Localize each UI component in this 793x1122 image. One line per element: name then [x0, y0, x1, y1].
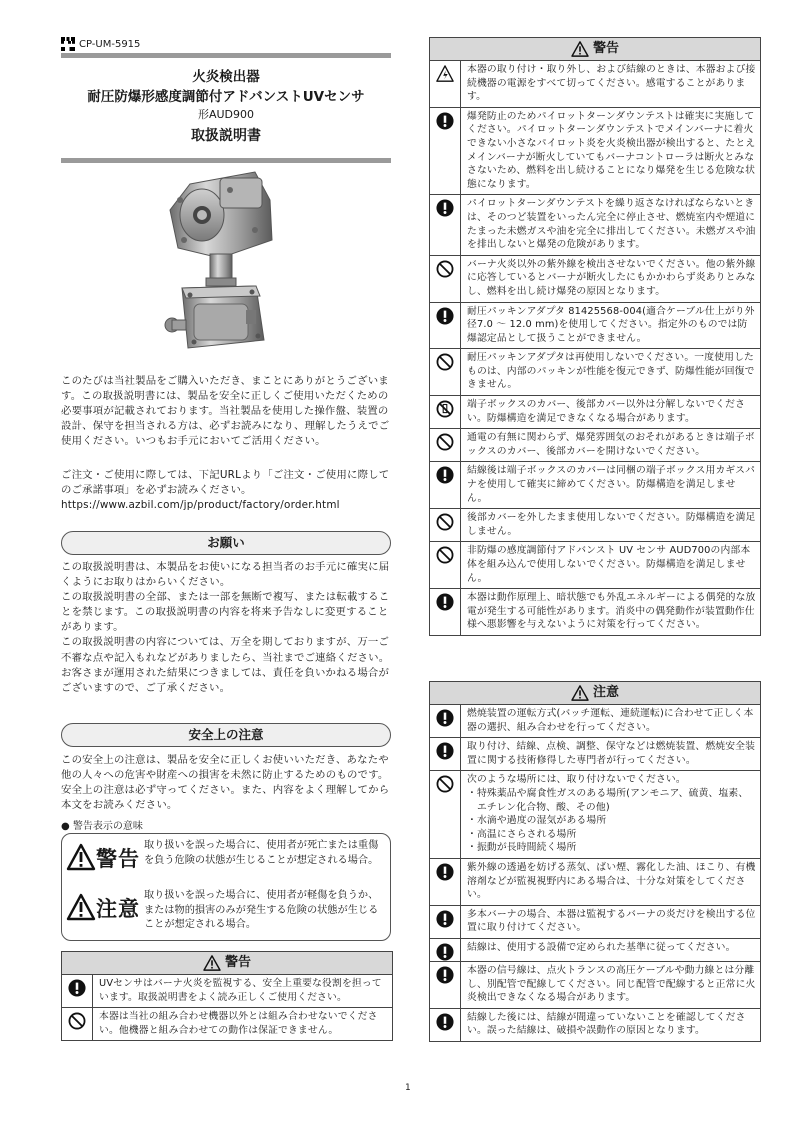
- table-heading-text: 警告: [592, 41, 619, 56]
- notice-text: 次のような場所には、取り付けないでください。: [467, 774, 686, 786]
- list-bullet-icon: ・: [467, 815, 477, 827]
- notice-text-cell: [461, 859, 760, 905]
- table-heading: [430, 38, 760, 61]
- prohibited-icon: [430, 349, 461, 395]
- alert-triangle-icon: [203, 955, 221, 971]
- prohibited-icon: [430, 542, 461, 588]
- notice-text: 後部カバーを外したまま使用しないでください。防爆構造を満足しません。: [467, 512, 756, 537]
- legend-caution: [66, 889, 384, 933]
- notice-text-cell: [461, 906, 760, 938]
- warning-triangle-icon: [66, 843, 96, 871]
- notice-list-text: 特殊薬品や腐食性ガスのある場所(アンモニア、硫黄、塩素、エチレン化合物、酸、その他): [476, 787, 749, 813]
- mandatory-action-icon: [430, 906, 461, 938]
- mandatory-action-icon: [430, 462, 461, 508]
- notice-text: UVセンサはバーナ火炎を監視する、安全上重要な役割を担っています。取扱説明書をよく読み正しくご使用ください。: [99, 978, 382, 1003]
- qr-code-icon: [61, 37, 75, 51]
- notice-row: [430, 108, 760, 196]
- notice-text-cell: [461, 61, 760, 107]
- title-block: [61, 67, 391, 147]
- notice-row: [430, 1009, 760, 1041]
- notice-row: [430, 705, 760, 738]
- notice-text: 結線した後には、結線が間違っていないことを確認してください。誤った結線は、破損や誤動作の原因となります。: [467, 1011, 746, 1037]
- order-notice: ご注文・ご使用に際しては、下記URLより「ご注文・ご使用に際してのご承諾事項」を必ずお読みください。: [61, 469, 390, 497]
- notice-row: [430, 589, 760, 635]
- legend-title-text: 警告表示の意味: [72, 821, 143, 832]
- notice-text-cell: [93, 975, 392, 1007]
- notice-text: 端子ボックスのカバー、後部カバー以外は分解しないでください。防爆構造を満足できなくなる場合があります。: [467, 399, 746, 424]
- notice-text: 通電の有無に関わらず、爆発雰囲気のおそれがあるときは端子ボックスのカバー、後部カバーを開けないでください。: [467, 432, 755, 457]
- notice-text: パイロットターンダウンテストを繰り返さなければならないときは、そのつど装置をいったん完全に停止させ、燃焼室内や煙道にたまった未燃ガスや油を完全に排出してください。未燃ガスや油を排出しないと爆発の危険があります。: [467, 198, 756, 251]
- notice-text-cell: [461, 542, 760, 588]
- notice-row: [62, 1008, 392, 1040]
- bullet-icon: ●: [61, 821, 70, 832]
- table-heading-text: 注意: [592, 685, 619, 700]
- table-heading: [62, 952, 392, 975]
- safety-heading: 安全上の注意: [61, 723, 391, 747]
- notice-text-cell: [461, 256, 760, 302]
- caution-triangle-icon: [66, 893, 96, 921]
- notice-text-cell: [461, 396, 760, 428]
- document-id: [61, 37, 140, 51]
- prohibited-icon: [430, 429, 461, 461]
- notice-text-cell: [461, 705, 760, 737]
- notice-text-cell: [461, 771, 760, 858]
- prohibited-icon: [430, 256, 461, 302]
- notice-list-item: [467, 814, 756, 828]
- order-url-link[interactable]: https://www.azbil.com/jp/product/factory/order.html: [61, 499, 340, 511]
- request-line: お客さまが運用された結果につきましては、責任を負いかねる場合がございますので、ご了承ください。: [61, 666, 390, 694]
- mandatory-action-icon: [430, 108, 461, 195]
- notice-row: [430, 396, 760, 429]
- notice-row: [430, 962, 760, 1009]
- safety-text: この安全上の注意は、製品を安全に正しくお使いいただき、あなたや他の人々への危害や財産への損害を未然に防止するためのものです。安全上の注意は必ず守ってください。また、内容をよく理解してから本文をお読みください。: [61, 754, 390, 812]
- request-line: この取扱説明書は、本製品をお使いになる担当者のお手元に確実に届くようにお取りはからいください。: [61, 561, 390, 589]
- notice-row: [430, 509, 760, 542]
- manual-title: 取扱説明書: [191, 128, 261, 144]
- notice-text-cell: [461, 589, 760, 635]
- notice-row: [430, 61, 760, 108]
- notice-text: 本器の信号線は、点火トランスの高圧ケーブルや動力線とは分離し、別配管で配線してください。同じ配管で配線すると正常に火炎検出できなくなる場合があります。: [467, 964, 756, 1004]
- notice-text-cell: [461, 303, 760, 349]
- request-heading: お願い: [61, 531, 391, 555]
- document-id-text: CP-UM-5915: [79, 38, 141, 50]
- notice-row: [430, 349, 760, 396]
- mandatory-action-icon: [430, 705, 461, 737]
- mandatory-action-icon: [430, 939, 461, 961]
- notice-list-item: [467, 841, 756, 855]
- notice-row: [430, 195, 760, 255]
- notice-row: [62, 975, 392, 1008]
- model-number: 形AUD900: [197, 108, 255, 121]
- mandatory-action-icon: [430, 1009, 461, 1041]
- request-body: [61, 560, 391, 696]
- notice-list-item: [467, 787, 756, 814]
- header-rule: [61, 53, 391, 58]
- notice-text: 耐圧パッキンアダプタは再使用しないでください。一度使用したものは、内部のパッキンが性能を復元できず、防爆性能が回復できません。: [467, 352, 755, 391]
- notice-text-cell: [461, 462, 760, 508]
- right-warning-table: [429, 37, 761, 636]
- notice-row: [430, 771, 760, 859]
- notice-text: 爆発防止のためパイロットターンダウンテストは確実に実施してください。パイロットターンダウンテストでメインバーナに着火できない小さなパイロット炎を火炎検出器が検出すると、たとえメインバーナが断火していてもバーナコントローラは断火とみなさないため、燃料を出し続けることになり爆発を生じる危険な状態になります。: [467, 110, 756, 190]
- legend-desc: 取り扱いを誤った場合に、使用者が死亡または重傷を負う危険の状態が生じることが想定される場合。: [144, 840, 379, 866]
- notice-text: 本器は当社の組み合わせ機器以外とは組み合わせないでください。他機器と組み合わせての動作は保証できません。: [99, 1011, 378, 1036]
- notice-text-cell: [461, 962, 760, 1008]
- notice-text: 非防爆の感度調節付アドバンスト UV センサ AUD700の内部本体を組み込んで使用しないでください。防爆構造を満足しません。: [467, 545, 751, 584]
- list-bullet-icon: ・: [467, 828, 477, 840]
- list-bullet-icon: ・: [467, 842, 477, 854]
- notice-text: 取り付け、結線、点検、調整、保守などは燃焼装置、燃焼安全装置に関する技術修得した専門者が行ってください。: [467, 741, 756, 766]
- notice-text: 本器は動作原理上、暗状態でも外乱エネルギーによる偶発的な放電が発生する可能性があります。消炎中の偶発動作が装置動作仕様へ悪影響を与えないように対策を行ってください。: [467, 592, 756, 631]
- notice-row: [430, 939, 760, 962]
- prohibited-icon: [430, 771, 461, 858]
- table-heading-text: 警告: [224, 955, 251, 970]
- notice-text-cell: [461, 939, 760, 961]
- alert-triangle-icon: [571, 41, 589, 57]
- title-rule: [61, 158, 391, 163]
- notice-text-cell: [461, 509, 760, 541]
- notice-text: 結線は、使用する設備で定められた基準に従ってください。: [467, 941, 736, 953]
- mandatory-action-icon: [430, 962, 461, 1008]
- legend-warning: [66, 839, 384, 873]
- notice-text-cell: [461, 349, 760, 395]
- legend-box: [61, 833, 391, 941]
- notice-row: [430, 542, 760, 589]
- notice-text: 結線後は端子ボックスのカバーは同梱の端子ボックス用カギスパナを使用して確実に締めてください。防爆構造を満足しません。: [467, 465, 756, 504]
- intro-paragraph: このたびは当社製品をご購入いただき、まことにありがとうございます。この取扱説明書には、製品を安全に正しくご使用いただくための必要事項が記載されております。当社製品を使用した操作盤、装置の設計、保守を担当される方は、必ずお読みになり、理解したうえでご使用ください。いつもお手元においてご活用ください。: [61, 375, 390, 448]
- notice-row: [430, 462, 760, 509]
- table-heading: [430, 682, 760, 705]
- notice-text: 燃焼装置の運転方式(バッチ運転、連続運転)に合わせて正しく本器の選択、組み合わせを行ってください。: [467, 708, 754, 733]
- prohibited-icon: [62, 1008, 93, 1040]
- request-line: この取扱説明書の全部、または一部を無断で複写、または転載することを禁じます。この取扱説明書の内容を将来予告なしに変更することがあります。: [61, 591, 390, 634]
- notice-text: バーナ火炎以外の紫外線を検出させないでください。他の紫外線に応答しているとバーナが断火したにもかかわらず炎ありとみなし、燃料を出し続け爆発の原因となります。: [467, 258, 756, 297]
- product-photo: [160, 170, 290, 365]
- page-number: 1: [405, 1083, 411, 1093]
- request-line: この取扱説明書の内容については、万全を期しておりますが、万一ご不審な点や記入もれなどがありましたら、当社までご連絡ください。: [61, 636, 390, 664]
- mandatory-action-icon: [430, 195, 461, 254]
- notice-list-text: 水滴や過度の湿気がある場所: [476, 815, 607, 827]
- mandatory-action-icon: [62, 975, 93, 1007]
- notice-row: [430, 303, 760, 350]
- notice-text-cell: [93, 1008, 392, 1040]
- notice-text: 多本バーナの場合、本器は監視するバーナの炎だけを検出する位置に取り付けてください。: [467, 908, 756, 934]
- notice-list-text: 振動が長時間続く場所: [476, 842, 577, 854]
- alert-triangle-icon: [571, 685, 589, 701]
- no-disassembly-icon: [430, 396, 461, 428]
- right-caution-table: [429, 681, 761, 1042]
- electric-shock-icon: [430, 61, 461, 107]
- mandatory-action-icon: [430, 738, 461, 770]
- product-category: 火炎検出器: [192, 69, 260, 85]
- product-name: 耐圧防爆形感度調節付アドバンストUVセンサ: [87, 89, 365, 105]
- notice-list-item: [467, 828, 756, 842]
- notice-text: 耐圧パッキンアダプタ 81425568-004(適合ケーブル仕上がり外径7.0 ～ 12.0 mm)を使用してください。指定外のものでは防爆認定品として扱うことができません。: [467, 305, 755, 344]
- mandatory-action-icon: [430, 859, 461, 905]
- left-warning-table: [61, 951, 393, 1041]
- legend-word: 警告: [96, 847, 140, 871]
- list-bullet-icon: ・: [467, 787, 477, 799]
- notice-text: 本器の取り付け・取り外し、および結線のときは、本器および接続機器の電源をすべて切ってください。感電することがあります。: [467, 64, 756, 103]
- notice-text: 紫外線の透過を妨げる蒸気、ばい煙、霧化した油、ほこり、有機溶剤などが監視視野内にある場合は、十分な対策をしてください。: [467, 861, 756, 901]
- notice-row: [430, 429, 760, 462]
- mandatory-action-icon: [430, 303, 461, 349]
- notice-text-cell: [461, 195, 760, 254]
- legend-title: [61, 817, 143, 832]
- prohibited-icon: [430, 509, 461, 541]
- notice-row: [430, 859, 760, 906]
- notice-list-text: 高温にさらされる場所: [476, 828, 577, 840]
- notice-text-cell: [461, 1009, 760, 1041]
- notice-text-cell: [461, 108, 760, 195]
- notice-row: [430, 256, 760, 303]
- notice-text-cell: [461, 738, 760, 770]
- notice-text-cell: [461, 429, 760, 461]
- notice-row: [430, 906, 760, 939]
- legend-word: 注意: [96, 897, 140, 921]
- notice-row: [430, 738, 760, 771]
- legend-desc: 取り扱いを誤った場合に、使用者が軽傷を負うか、または物的損害のみが発生する危険の状態が生じることが想定される場合。: [144, 890, 379, 931]
- mandatory-action-icon: [430, 589, 461, 635]
